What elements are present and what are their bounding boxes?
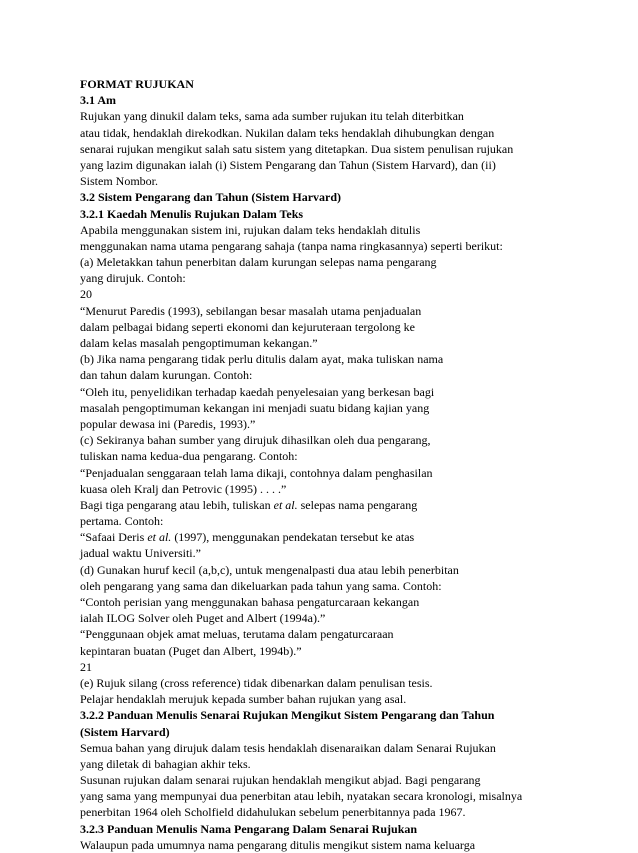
section-heading	[80, 76, 620, 92]
line-italic-text: et al.	[147, 530, 172, 545]
text-line	[80, 804, 620, 820]
line-text: yang sama yang mempunyai dua penerbitan atau lebih, nyatakan secara kronologi, misalnya	[80, 789, 523, 804]
line-text: dalam kelas masalah pengoptimuman kekangan.”	[80, 336, 318, 350]
text-line	[80, 367, 620, 383]
line-text: ialah ILOG Solver oleh Puget and Albert (1994a).”	[80, 611, 326, 626]
line-text: Sistem Nombor.	[80, 174, 159, 189]
text-line	[80, 497, 620, 513]
text-line	[80, 416, 620, 432]
line-text: 20	[80, 287, 92, 302]
line-text: masalah pengoptimuman kekangan ini menjadi suatu bidang kajian yang	[80, 400, 430, 415]
line-tail-text: (1997), menggunakan pendekatan tersebut ke atas	[171, 530, 415, 545]
text-line	[80, 254, 620, 270]
text-line	[80, 545, 620, 561]
text-line	[80, 351, 620, 367]
line-text: jadual waktu Universiti.”	[80, 546, 201, 561]
line-text: (a) Meletakkan tahun penerbitan dalam kurungan selepas nama pengarang	[80, 255, 437, 270]
text-line	[80, 772, 620, 788]
line-text: kepintaran buatan (Puget dan Albert, 1994b).”	[80, 643, 302, 658]
line-text: “Penjadualan senggaraan telah lama dikaji, contohnya dalam penghasilan	[80, 465, 433, 480]
document-body	[80, 76, 620, 853]
line-text: 3.2.1 Kaedah Menulis Rujukan Dalam Teks	[80, 206, 304, 221]
text-line	[80, 465, 620, 481]
line-text: (e) Rujuk silang (cross reference) tidak dibenarkan dalam penulisan tesis.	[80, 675, 433, 690]
section-heading	[80, 707, 620, 723]
line-text: senarai rujukan mengikut salah satu sistem yang ditetapkan. Dua sistem penulisan rujukan	[80, 141, 514, 156]
text-line	[80, 400, 620, 416]
text-line	[80, 270, 620, 286]
line-text: (d) Gunakan huruf kecil (a,b,c), untuk mengenalpasti dua atau lebih penerbitan	[80, 562, 459, 577]
line-text: yang dirujuk. Contoh:	[80, 271, 186, 286]
line-text: 3.2 Sistem Pengarang dan Tahun (Sistem Harvard)	[80, 190, 342, 205]
line-text: (b) Jika nama pengarang tidak perlu ditulis dalam ayat, maka tuliskan nama	[80, 352, 444, 367]
text-line	[80, 481, 620, 497]
line-text: Rujukan yang dinukil dalam teks, sama ada sumber rujukan itu telah diterbitkan	[80, 109, 464, 124]
section-heading	[80, 206, 620, 222]
text-line	[80, 319, 620, 335]
line-text: kuasa oleh Kralj dan Petrovic (1995) . . . .”	[80, 481, 287, 496]
line-text: dan tahun dalam kurungan. Contoh:	[80, 368, 253, 383]
line-text: popular dewasa ini (Paredis, 1993).”	[80, 416, 256, 431]
line-text: tuliskan nama kedua-dua pengarang. Contoh:	[80, 449, 298, 464]
line-text: 3.2.3 Panduan Menulis Nama Pengarang Dalam Senarai Rujukan	[80, 821, 418, 836]
text-line	[80, 335, 620, 351]
line-text: Susunan rujukan dalam senarai rujukan hendaklah mengikut abjad. Bagi pengarang	[80, 773, 481, 788]
text-line	[80, 448, 620, 464]
text-line	[80, 513, 620, 529]
section-heading	[80, 189, 620, 205]
line-text: “Contoh perisian yang menggunakan bahasa pengaturcaraan kekangan	[80, 595, 420, 609]
section-heading	[80, 92, 620, 108]
text-line	[80, 691, 620, 707]
line-text: 3.2.2 Panduan Menulis Senarai Rujukan Mengikut Sistem Pengarang dan Tahun	[80, 708, 495, 723]
line-text: (c) Sekiranya bahan sumber yang dirujuk dihasilkan oleh dua pengarang,	[80, 433, 431, 448]
text-line	[80, 173, 620, 189]
text-line	[80, 222, 620, 238]
text-line	[80, 432, 620, 448]
text-line	[80, 108, 620, 124]
line-text: oleh pengarang yang sama dan dikeluarkan pada tahun yang sama. Contoh:	[80, 578, 442, 593]
text-line	[80, 141, 620, 157]
text-line	[80, 529, 620, 545]
line-text: “Safaai Deris	[80, 530, 148, 545]
text-line	[80, 740, 620, 756]
line-text: Bagi tiga pengarang atau lebih, tuliskan	[80, 497, 274, 512]
section-heading	[80, 724, 620, 740]
line-text: FORMAT RUJUKAN	[80, 77, 194, 91]
line-italic-text: et al.	[273, 497, 298, 512]
text-line	[80, 594, 620, 610]
line-text: Apabila menggunakan sistem ini, rujukan dalam teks hendaklah ditulis	[80, 222, 421, 237]
text-line	[80, 837, 620, 853]
text-line	[80, 384, 620, 400]
text-line	[80, 125, 620, 141]
line-text: dalam pelbagai bidang seperti ekonomi dan kejuruteraan tergolong ke	[80, 319, 415, 334]
line-text: “Penggunaan objek amat meluas, terutama dalam pengaturcaraan	[80, 627, 394, 642]
line-text: 21	[80, 659, 92, 674]
text-line	[80, 303, 620, 319]
line-text: Walaupun pada umumnya nama pengarang ditulis mengikut sistem nama keluarga	[80, 837, 476, 852]
text-line	[80, 643, 620, 659]
text-line	[80, 675, 620, 691]
text-line	[80, 626, 620, 642]
text-line	[80, 562, 620, 578]
text-line	[80, 788, 620, 804]
line-text: atau tidak, hendaklah direkodkan. Nukilan dalam teks hendaklah dihubungkan dengan	[80, 125, 495, 140]
line-text: (Sistem Harvard)	[80, 724, 170, 739]
line-text: menggunakan nama utama pengarang sahaja (tanpa nama ringkasannya) seperti berikut:	[80, 238, 503, 253]
line-text: “Oleh itu, penyelidikan terhadap kaedah penyelesaian yang berkesan bagi	[80, 384, 435, 399]
line-tail-text: selepas nama pengarang	[297, 497, 418, 512]
text-line	[80, 578, 620, 594]
line-text: yang diletak di bahagian akhir teks.	[80, 756, 251, 771]
text-line	[80, 610, 620, 626]
text-line	[80, 659, 620, 675]
line-text: Semua bahan yang dirujuk dalam tesis hendaklah disenaraikan dalam Senarai Rujukan	[80, 740, 496, 755]
text-line	[80, 157, 620, 173]
line-text: 3.1 Am	[80, 93, 116, 108]
text-line	[80, 756, 620, 772]
section-heading	[80, 821, 620, 837]
line-text: Pelajar hendaklah merujuk kepada sumber bahan rujukan yang asal.	[80, 692, 407, 707]
text-line	[80, 286, 620, 302]
line-text: “Menurut Paredis (1993), sebilangan besar masalah utama penjadualan	[80, 303, 422, 318]
line-text: pertama. Contoh:	[80, 514, 164, 529]
text-line	[80, 238, 620, 254]
line-text: penerbitan 1964 oleh Scholfield didahulukan sebelum penerbitannya pada 1967.	[80, 805, 466, 820]
line-text: yang lazim digunakan ialah (i) Sistem Pengarang dan Tahun (Sistem Harvard), dan (ii)	[80, 157, 496, 172]
